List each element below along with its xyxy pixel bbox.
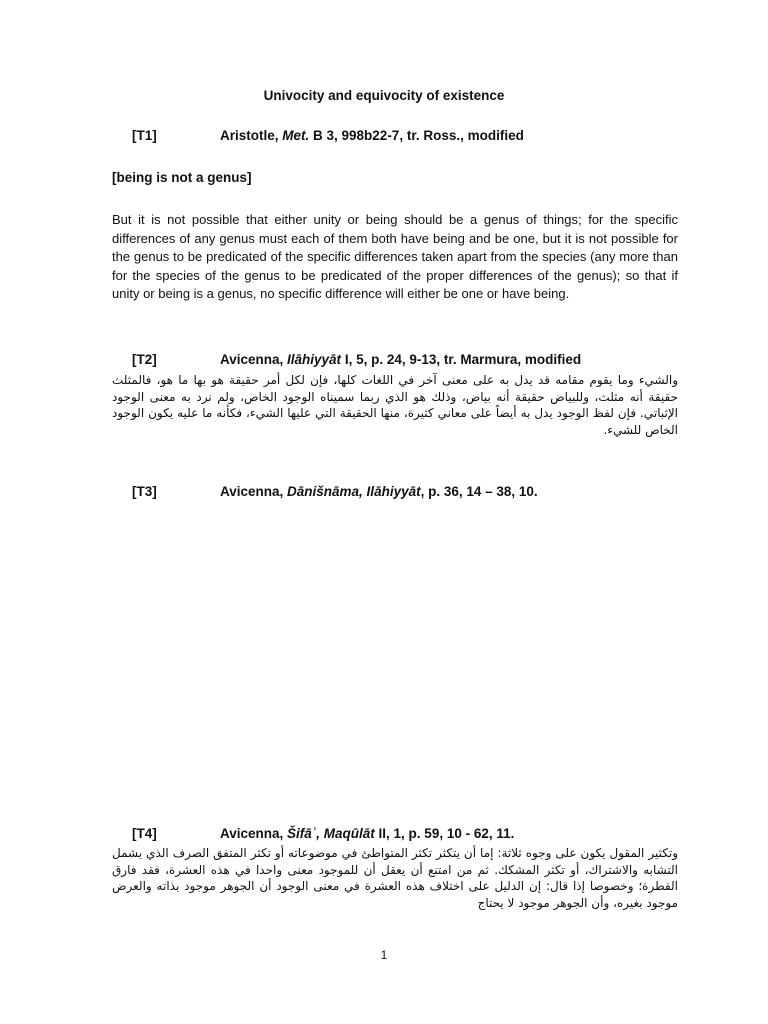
reference-work: Ilāhiyyāt — [287, 352, 342, 367]
t4-arabic-text: وتكثير المقول يكون على وجوه ثلاثة: إما أن يتكثر تكثر المتواطئ في موضوعاته أو تكثر المتفق الصرف الذي يشمل التشابه والاشتراك، أو تكثر المشكك. ثم من امتنع أن يعقل أن للموجود معنى واحدا في هذه العشرة، فقد فارق الفطرة؛ وخصوصا إذا قال: إن الدليل على اختلاف هذه العشرة في معنى الوجود أن الجوهر موجود بذاته والعرض موجود بغيره، وأن الجوهر موجود لا يحتاج — [112, 846, 678, 910]
t2-arabic-text: والشيء وما يقوم مقامه قد يدل به على معنى آخر في اللغات كلها، فإن لكل أمر حقيقة هو بها ما هو، فالمثلث حقيقة أنه مثلث، وللبياض حقيقة أنه بياض، وذلك هو الذي ربما سميناه الوجود الخاص، ولم نرد به معنى الوجود الإثباتي. فإن لفظ الوجود يدل به أيضاً على معاني كثيرة، منها الحقيقة التي عليها الشيء، فكأنه ما عليه يكون الوجود الخاص للشيء. — [112, 373, 678, 437]
reference-details: II, 1, p. 59, 10 - 62, 11. — [374, 826, 515, 841]
reference-tag: [T2] — [132, 352, 157, 367]
reference-author: Aristotle, — [220, 128, 283, 143]
reference-work: Met. — [282, 128, 310, 143]
reference-details: I, 5, p. 24, 9-13, tr. Marmura, modified — [341, 352, 582, 367]
reference-author: Avicenna, — [220, 352, 288, 367]
document-title: Univocity and equivocity of existence — [263, 88, 505, 103]
reference-t3 — [112, 484, 656, 499]
reference-work: Šifāʾ, Maqūlāt — [287, 826, 375, 841]
reference-details: , p. 36, 14 – 38, 10. — [420, 484, 538, 499]
reference-author: Avicenna, — [220, 826, 288, 841]
reference-tag: [T3] — [132, 484, 157, 499]
aristotle-paragraph: But it is not possible that either unity or being should be a genus of things; for the specific differences of any genus must each of them both have being and be one, but it is not possible for the genus to be predicated of the specific differences taken apart from the species (any more than for the species of the genus to be predicated of the proper differences of the genus); so that if unity or being is a genus, no specific difference will either be one or have being. — [112, 212, 678, 302]
reference-details: B 3, 998b22-7, tr. Ross., modified — [309, 128, 524, 143]
reference-tag: [T1] — [132, 128, 157, 143]
reference-t1 — [112, 128, 656, 143]
section-heading: [being is not a genus] — [112, 170, 252, 185]
reference-t2 — [112, 352, 656, 367]
reference-author: Avicenna, — [220, 484, 288, 499]
reference-t4 — [112, 826, 656, 841]
reference-tag: [T4] — [132, 826, 157, 841]
page-number: 1 — [380, 948, 388, 962]
reference-work: Dānišnāma, Ilāhiyyāt — [287, 484, 421, 499]
